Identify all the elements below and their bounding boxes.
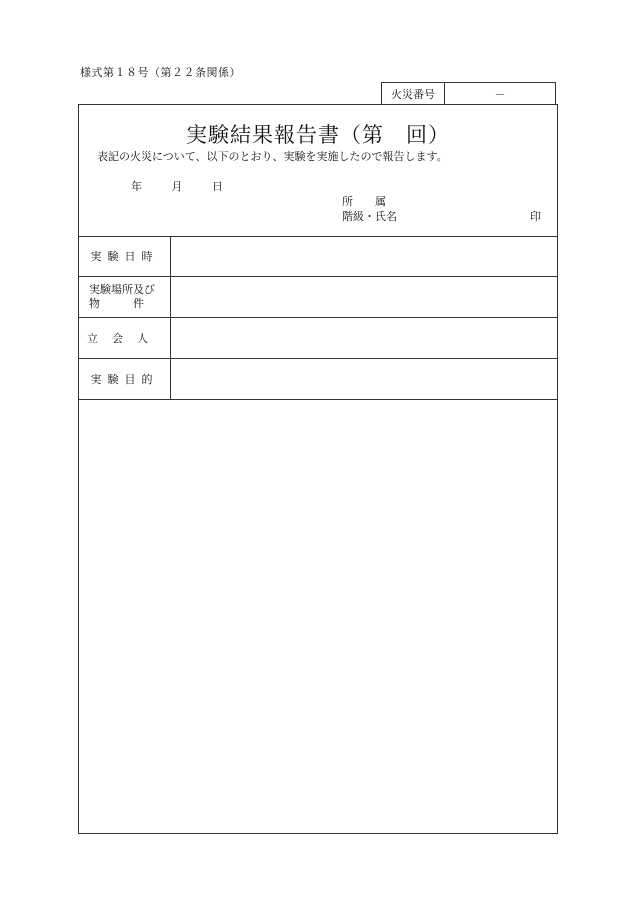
experiment-location-label-line1: 実験場所及び [89, 283, 155, 296]
date-year-label: 年 [131, 180, 142, 193]
fire-number-value[interactable]: － [494, 87, 506, 101]
report-intro: 表記の火災について、以下のとおり、実験を実施したので報告します。 [97, 150, 448, 163]
report-title: 実験結果報告書（第 回） [186, 123, 450, 147]
fire-number-box [381, 82, 556, 104]
row-witness [79, 318, 557, 359]
date-month-label: 月 [171, 180, 183, 193]
experiment-location-label [79, 277, 171, 317]
witness-field[interactable] [171, 318, 557, 358]
experiment-location-field[interactable] [171, 277, 557, 317]
affiliation-label: 所 属 [342, 195, 386, 208]
experiment-purpose-label: 実験目的 [79, 359, 171, 399]
report-form [78, 104, 558, 834]
fire-number-label: 火災番号 [382, 83, 445, 104]
witness-label: 立会人 [79, 318, 171, 358]
experiment-datetime-field[interactable] [171, 236, 557, 276]
row-experiment-datetime [79, 236, 557, 277]
experiment-datetime-label: 実験日時 [79, 236, 171, 276]
date-day-label: 日 [212, 180, 223, 193]
seal-mark: 印 [530, 210, 541, 223]
report-body-area[interactable] [79, 400, 557, 833]
experiment-purpose-field[interactable] [171, 359, 557, 399]
report-date[interactable] [131, 178, 249, 194]
row-experiment-purpose [79, 359, 557, 400]
form-reference: 様式第１８号（第２２条関係） [80, 66, 241, 79]
experiment-location-label-line2: 物 件 [89, 297, 144, 310]
report-header [79, 105, 557, 237]
row-experiment-location [79, 277, 557, 318]
rank-name-label: 階級・氏名 [342, 210, 397, 223]
